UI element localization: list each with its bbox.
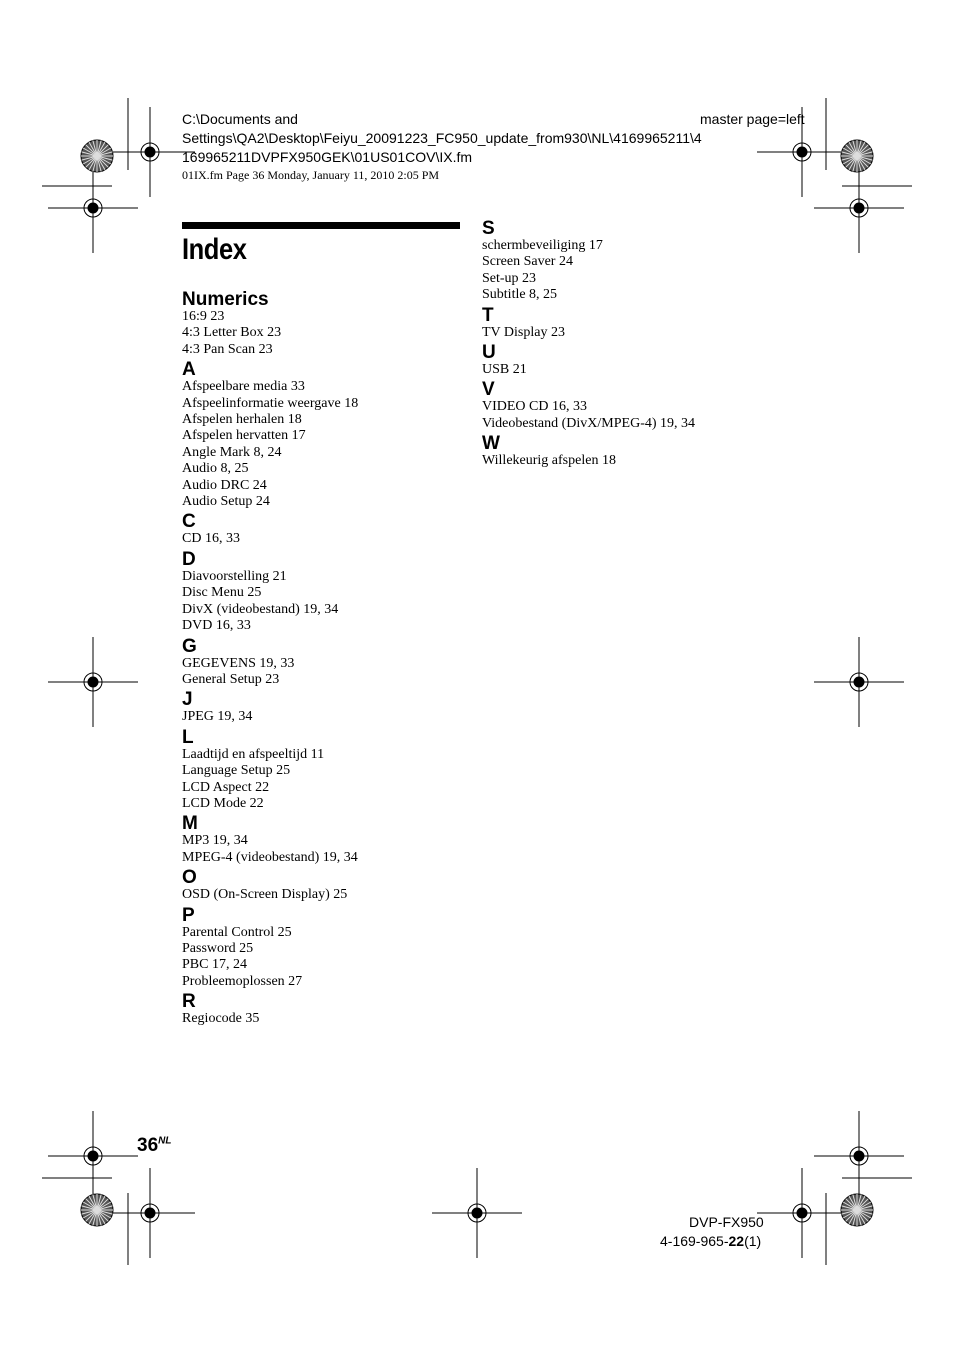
- header-stamp: 01IX.fm Page 36 Monday, January 11, 2010 2:05 PM: [182, 168, 440, 182]
- index-section: [182, 548, 472, 635]
- section-letter: T: [482, 304, 494, 326]
- code-part: 4-169-965-: [660, 1233, 729, 1249]
- header-path: Settings\QA2\Desktop\Feiyu_20091223_FC950_update_from930\NL\4169965211\4: [182, 130, 702, 146]
- index-entry: PBC 17, 24: [182, 957, 247, 973]
- index-entry: Subtitle 8, 25: [482, 287, 558, 303]
- index-entry: LCD Mode 22: [182, 795, 264, 811]
- index-section: [182, 990, 472, 1027]
- section-letter: C: [182, 511, 196, 533]
- index-section: [182, 866, 472, 903]
- section-letter: S: [482, 218, 495, 239]
- index-section: [482, 341, 772, 378]
- index-entry: Willekeurig afspelen 18: [482, 453, 616, 469]
- index-entry: Afspeelbare media 33: [182, 379, 305, 395]
- index-entry: Audio DRC 24: [182, 477, 267, 493]
- index-entry: Diavoorstelling 21: [182, 568, 287, 584]
- index-entry: Regiocode 35: [182, 1011, 260, 1027]
- section-letter: V: [482, 379, 495, 401]
- index-entry: MPEG-4 (videobestand) 19, 34: [182, 849, 358, 865]
- index-section: [182, 812, 472, 866]
- index-entry: Afspelen herhalen 18: [182, 412, 302, 428]
- index-entry: Parental Control 25: [182, 924, 292, 940]
- index-entry: schermbeveiliging 17: [482, 238, 603, 253]
- index-section: [182, 904, 472, 991]
- section-letter: M: [182, 813, 198, 835]
- index-section: [182, 635, 472, 689]
- code-part: 22: [728, 1233, 745, 1249]
- section-letter: J: [182, 689, 193, 711]
- section-letter: L: [182, 726, 194, 748]
- index-entry: TV Display 23: [482, 324, 565, 340]
- index-entry: Language Setup 25: [182, 763, 291, 779]
- page-number-text: 36: [137, 1135, 159, 1156]
- index-entry: Disc Menu 25: [182, 585, 262, 601]
- index-entry: LCD Aspect 22: [182, 779, 270, 795]
- language-code: NL: [158, 1135, 172, 1147]
- index-entry: 4:3 Letter Box 23: [182, 325, 282, 341]
- index-section: [182, 288, 472, 358]
- index-section: [182, 726, 472, 813]
- index-entry: Password 25: [182, 940, 254, 956]
- code-part: (1): [744, 1233, 762, 1249]
- index-column-right: [482, 217, 772, 470]
- section-letter: P: [182, 904, 195, 926]
- section-letter: U: [482, 342, 496, 364]
- page-title: [182, 222, 460, 267]
- index-entry: VIDEO CD 16, 33: [482, 399, 587, 415]
- index-entry: Set-up 23: [482, 270, 537, 286]
- index-entry: Laadtijd en afspeeltijd 11: [182, 746, 325, 762]
- index-entry: JPEG 19, 34: [182, 709, 253, 725]
- index-section: [482, 304, 772, 341]
- index-entry: Afspeelinformatie weergave 18: [182, 395, 359, 411]
- section-letter: W: [482, 433, 500, 455]
- index-entry: Angle Mark 8, 24: [182, 444, 282, 460]
- index-section: [182, 358, 472, 510]
- index-section: [482, 378, 772, 432]
- section-letter: A: [182, 359, 196, 381]
- index-entry: Audio 8, 25: [182, 461, 249, 477]
- master-page-label: master page=left: [700, 111, 805, 127]
- index-entry: CD 16, 33: [182, 531, 240, 547]
- section-letter: G: [182, 635, 197, 657]
- section-letter: Numerics: [182, 289, 269, 310]
- section-letter: R: [182, 991, 196, 1013]
- model-name: DVP-FX950: [689, 1214, 764, 1230]
- index-entry: Afspelen hervatten 17: [182, 428, 306, 444]
- index-entry: General Setup 23: [182, 671, 280, 687]
- index-entry: 4:3 Pan Scan 23: [182, 341, 273, 357]
- index-section: [182, 510, 472, 547]
- title-text: Index: [182, 233, 247, 266]
- index-entry: Videobestand (DivX/MPEG-4) 19, 34: [482, 415, 696, 431]
- section-letter: O: [182, 867, 197, 889]
- index-section: [482, 432, 772, 469]
- index-entry: MP3 19, 34: [182, 833, 248, 849]
- index-entry: Probleemoplossen 27: [182, 973, 303, 989]
- index-column-left: [182, 288, 472, 1028]
- header-path: 169965211DVPFX950GEK\01US01COV\IX.fm: [182, 149, 473, 165]
- document-code: [660, 1232, 761, 1251]
- page-number: [137, 1135, 171, 1157]
- index-entry: 16:9 23: [182, 309, 225, 324]
- index-section: [482, 217, 772, 304]
- index-entry: DivX (videobestand) 19, 34: [182, 601, 339, 617]
- index-entry: Audio Setup 24: [182, 494, 270, 510]
- index-entry: GEGEVENS 19, 33: [182, 655, 295, 671]
- index-section: [182, 688, 472, 725]
- index-entry: DVD 16, 33: [182, 618, 251, 634]
- header-path: C:\Documents and: [182, 111, 298, 127]
- index-entry: USB 21: [482, 362, 527, 378]
- section-letter: D: [182, 548, 196, 570]
- index-entry: Screen Saver 24: [482, 254, 573, 270]
- index-entry: OSD (On-Screen Display) 25: [182, 887, 348, 903]
